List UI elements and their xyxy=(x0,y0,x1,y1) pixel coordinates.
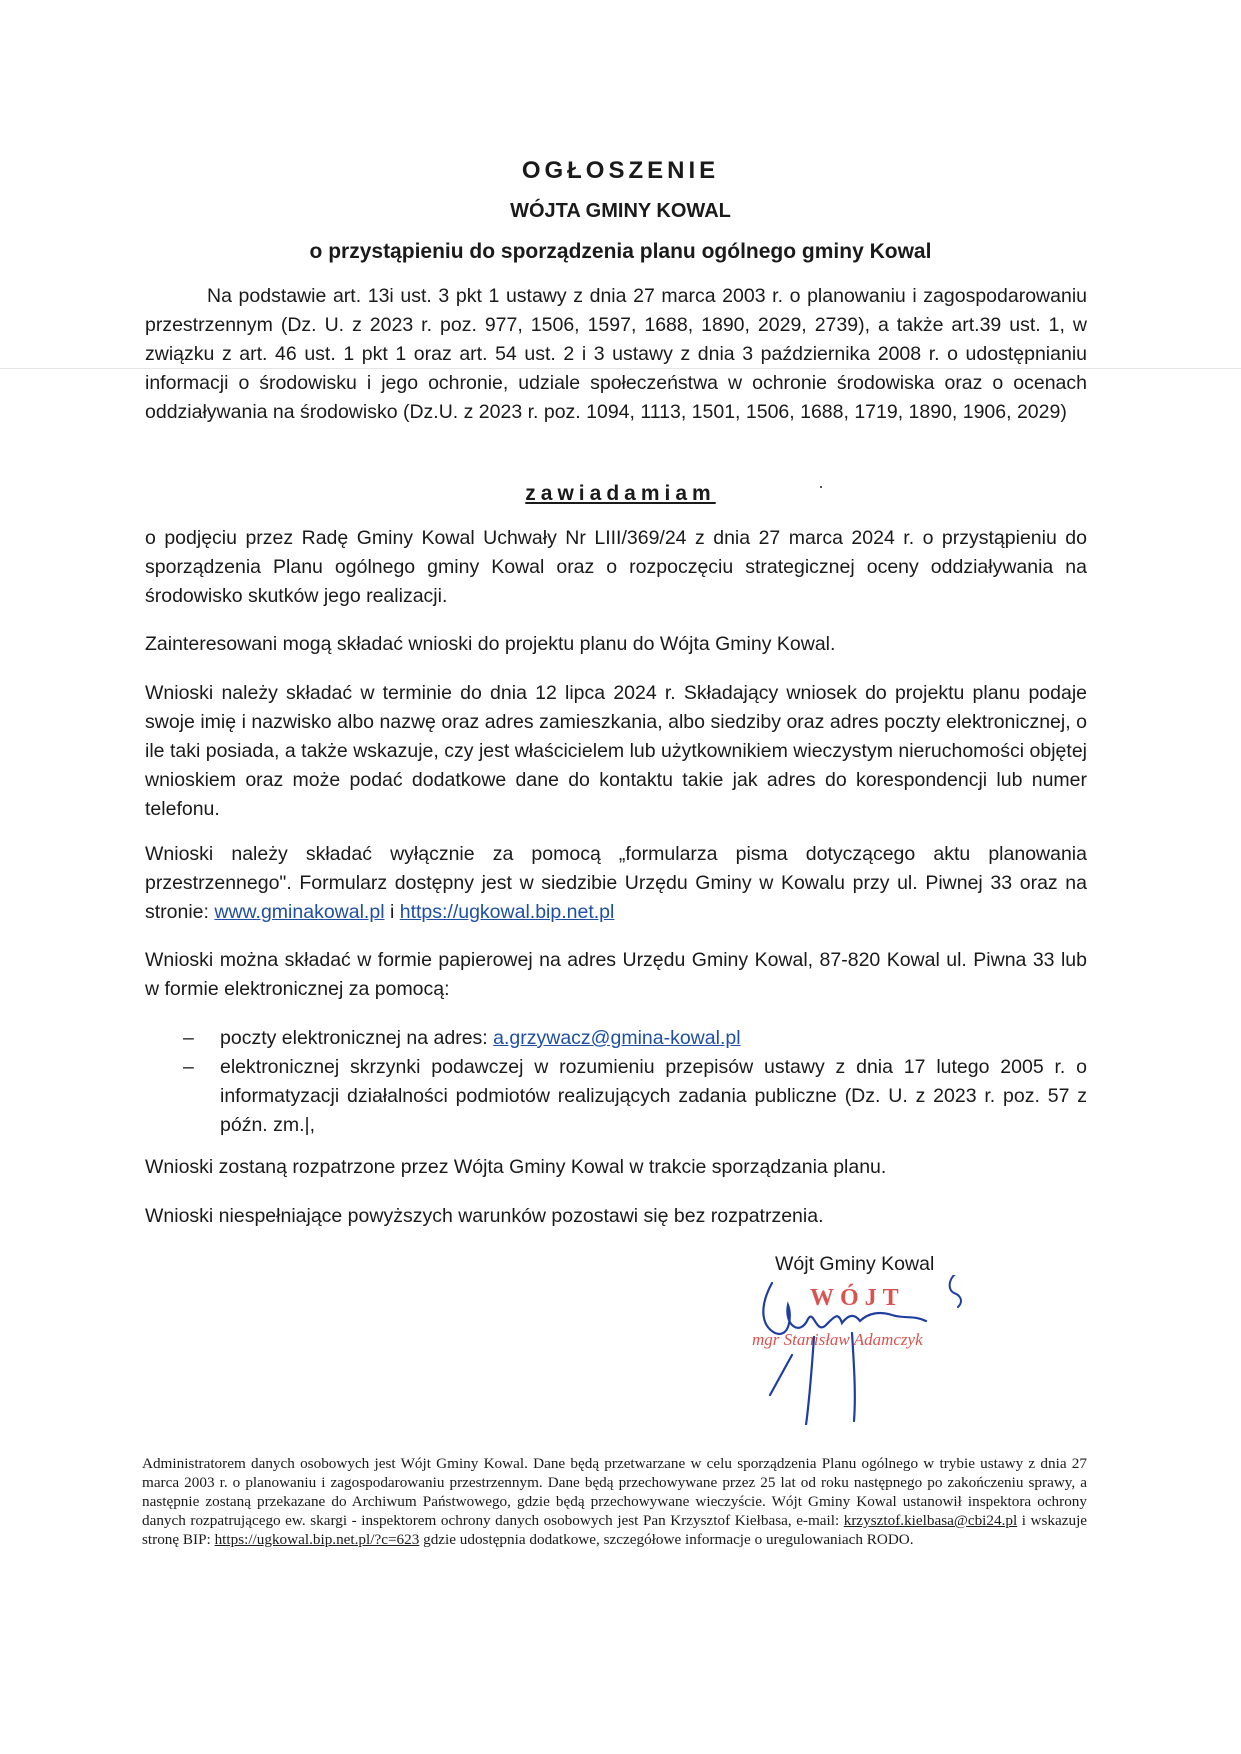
gdpr-text-1: Administratorem danych osobowych jest Wójt Gminy Kowal. Dane będą przetwarzane w celu sporządzenia Planu ogólnego w trybie ustawy z dnia 27 marca 2003 r. o planowaniu i zagospodarowaniu przestrzennym. Dane będą przechowywane przez 25 lat od roku następnego po zakończeniu sprawy, a następnie zostaną przekazane do Archiwum Państwowego, gdzie będą przechowywane wieczyście. Wójt Gminy Kowal ustanowił inspektora ochrony danych rozpatrującego ew. skargi - inspektorem ochrony danych osobowych jest Pan Krzysztof Kiełbasa, e-mail: xyxy=(142,1455,1087,1529)
list-dash: – xyxy=(183,1027,194,1049)
paragraph-submission: Wnioski można składać w formie papierowej na adres Urzędu Gminy Kowal, 87-820 Kowal ul. Piwna 33 lub w formie elektronicznej za pomocą: xyxy=(145,949,1087,1000)
signature-label: Wójt Gminy Kowal xyxy=(775,1253,935,1275)
list-item-email-text: poczty elektronicznej na adres: xyxy=(220,1027,488,1049)
paragraph-resolution: o podjęciu przez Radę Gminy Kowal Uchwały Nr LIII/369/24 z dnia 27 marca 2024 r. o przystąpieniu do sporządzenia Planu ogólnego gminy Kowal oraz o rozpoczęciu strategicznej oceny oddziaływania na środowisko skutków jego realizacji. xyxy=(145,527,1087,607)
stamp-title: WÓJT xyxy=(810,1285,905,1311)
gdpr-text-2: i wskazuje stronę BIP: xyxy=(142,1512,1088,1548)
paragraph-rejection: Wnioski niespełniające powyższych warunków pozostawi się bez rozpatrzenia. xyxy=(145,1205,824,1227)
link-gminakowal[interactable]: www.gminakowal.pl xyxy=(214,901,385,923)
paragraph-form-text: Wnioski należy składać wyłącznie za pomocą „formularza pisma dotyczącego aktu planowania przestrzennego". Formularz dostępny jest w siedzibie Urzędu Gminy w Kowalu przy ul. Piwnej 33 oraz na stronie: xyxy=(145,843,1087,923)
paragraph-review: Wnioski zostaną rozpatrzone przez Wójta Gminy Kowal w trakcie sporządzania planu. xyxy=(145,1156,887,1178)
announce-heading: zawiadamiam xyxy=(525,482,716,505)
paragraph-form xyxy=(145,840,1087,927)
link-email-kielbasa[interactable]: krzysztof.kielbasa@cbi24.pl xyxy=(843,1512,1018,1529)
submission-methods-list xyxy=(145,1024,1087,1140)
paragraph-form-conjunction: i xyxy=(389,901,395,923)
gdpr-text-3: gdzie udostępnia dodatkowe, szczegółowe informacje o uregulowaniach RODO. xyxy=(423,1531,914,1548)
signature-stamp xyxy=(730,1275,980,1425)
signature-flourish-icon xyxy=(950,1275,961,1307)
document-issuer: WÓJTA GMINY KOWAL xyxy=(510,200,731,222)
link-email-grzywacz[interactable]: a.grzywacz@gmina-kowal.pl xyxy=(493,1027,741,1049)
gdpr-footer xyxy=(142,1454,1087,1549)
paragraph-deadline: Wnioski należy składać w terminie do dnia 12 lipca 2024 r. Składający wniosek do projektu planu podaje swoje imię i nazwisko albo nazwę oraz adres zamieszkania, albo siedziby oraz adres poczty elektronicznej, o ile taki posiada, a także wskazuje, czy jest właścicielem lub użytkownikiem wieczystym nieruchomości objętej wnioskiem oraz może podać dodatkowe dane do kontaktu takie jak adres do korespondencji lub numer telefonu. xyxy=(145,682,1087,820)
list-item-email xyxy=(145,1024,1087,1053)
paragraph-interested: Zainteresowani mogą składać wnioski do projektu planu do Wójta Gminy Kowal. xyxy=(145,633,836,655)
link-bip-rodo[interactable]: https://ugkowal.bip.net.pl/?c=623 xyxy=(214,1531,420,1548)
legal-basis-paragraph: Na podstawie art. 13i ust. 3 pkt 1 ustawy z dnia 27 marca 2003 r. o planowaniu i zagospodarowaniu przestrzennym (Dz. U. z 2023 r. poz. 977, 1506, 1597, 1688, 1890, 2029, 2739), a także art.39 ust. 1, w związku z art. 46 ust. 1 pkt 1 oraz art. 54 ust. 2 i 3 ustawy z dnia 3 października 2008 r. o udostępnianiu informacji o środowisku i jego ochronie, udziale społeczeństwa w ochronie środowiska oraz o ocenach oddziaływania na środowisko (Dz.U. z 2023 r. poz. 1094, 1113, 1501, 1506, 1688, 1719, 1890, 1906, 2029) xyxy=(145,285,1087,423)
stamp-name: mgr Stanisław Adamczyk xyxy=(752,1330,923,1349)
document-title: OGŁOSZENIE xyxy=(521,157,720,184)
list-item-epuap-text: elektronicznej skrzynki podawczej w rozumieniu przepisów ustawy z dnia 17 lutego 2005 r. o informatyzacji działalności podmiotów realizujących zadania publiczne (Dz. U. z 2023 r. poz. 57 z późn. zm.|, xyxy=(220,1056,1087,1136)
document-subject: o przystąpieniu do sporządzenia planu ogólnego gminy Kowal xyxy=(309,240,932,263)
link-bip[interactable]: https://ugkowal.bip.net.pl xyxy=(399,901,615,923)
list-dash: – xyxy=(183,1056,194,1078)
list-item-epuap xyxy=(145,1053,1087,1140)
